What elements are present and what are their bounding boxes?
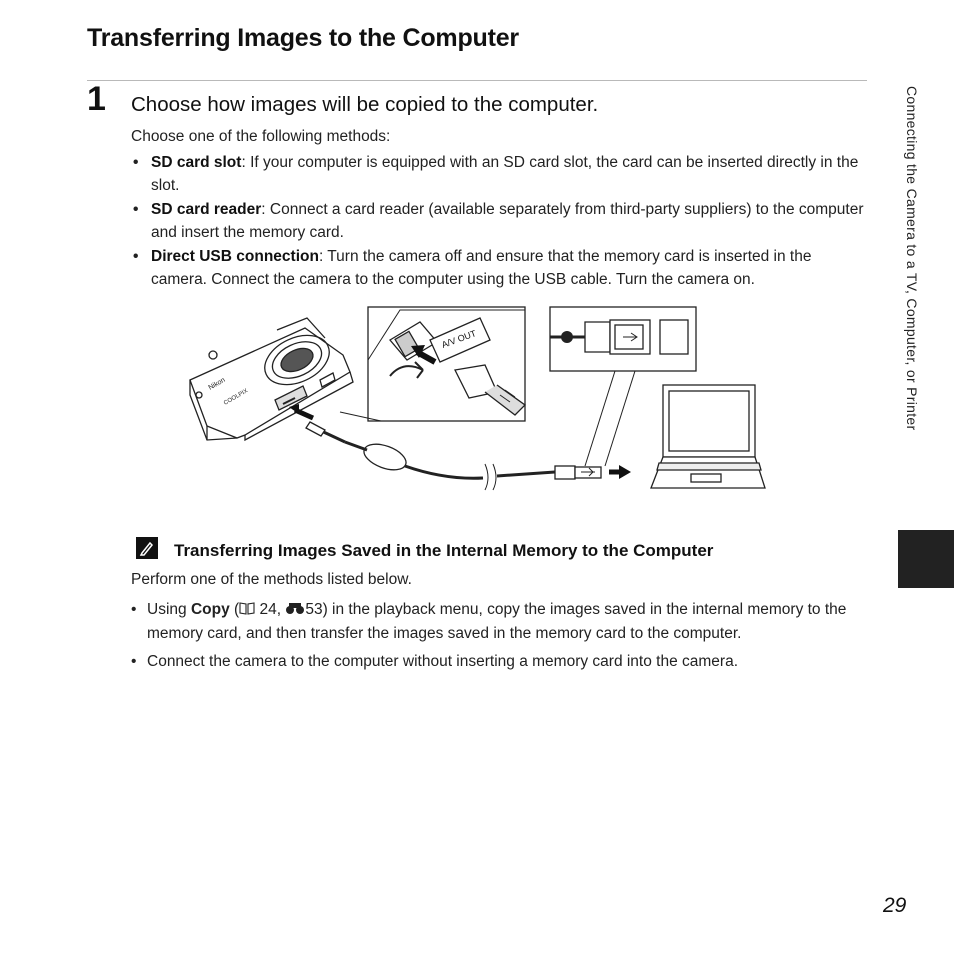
copy-menu-label: Copy [190,601,230,618]
step-intro: Choose one of the following methods: [131,128,391,145]
camera-usb-computer-connection-icon [185,300,775,500]
note-title: Transferring Images Saved in the Internal Memory to the Computer [174,541,714,560]
model-label: COOLPIX [223,388,250,407]
note-list [131,598,871,678]
title-divider [87,80,867,81]
list-item: • SD card reader: Connect a card reader (available separately from third-party suppliers) to the computer and insert the memory card. [133,201,864,241]
pencil-note-icon [136,537,158,559]
page-number: 29 [883,894,907,917]
chapter-side-label-wrap [898,86,932,526]
reference-section-icon [285,602,305,615]
methods-list [131,152,871,293]
list-item: • Direct USB connection: Turn the camera off and ensure that the memory card is inserted in the camera. Connect the camera to the computer using the USB cable. Turn the camera on. [133,248,812,288]
step-number: 1 [87,80,106,118]
note-intro: Perform one of the methods listed below. [131,571,412,588]
chapter-side-label: Connecting the Camera to a TV, Computer, or Printer [904,86,920,431]
method-label: SD card reader [151,201,262,218]
list-item: • Using Copy ( 24, 53) in the playback menu, copy the images saved in the internal memory to the memory card, and then transfer the images saved in the memory card to the computer. [131,601,847,642]
brand-label: Nikon [207,376,227,392]
method-label: Direct USB connection [151,248,319,265]
list-item: • Connect the camera to the computer without inserting a memory card into the camera. [131,653,739,670]
method-label: SD card slot [151,154,242,171]
method-text: : If your computer is equipped with an SD card slot, the card can be inserted directly in the slot. [151,154,859,194]
list-item: • SD card slot: If your computer is equipped with an SD card slot, the card can be inserted directly in the slot. [133,154,859,194]
port-label: A/V OUT [440,328,478,350]
step-heading: Choose how images will be copied to the computer. [131,93,599,116]
book-reference-icon [239,602,255,615]
chapter-tab [898,530,954,588]
method-text: : Connect a card reader (available separately from third-party suppliers) to the computer and insert the memory card. [151,201,864,241]
method-text: : Turn the camera off and ensure that the memory card is inserted in the camera. Connect the camera to the computer using the USB cable. Turn the camera on. [151,248,812,288]
page-title: Transferring Images to the Computer [87,24,519,52]
